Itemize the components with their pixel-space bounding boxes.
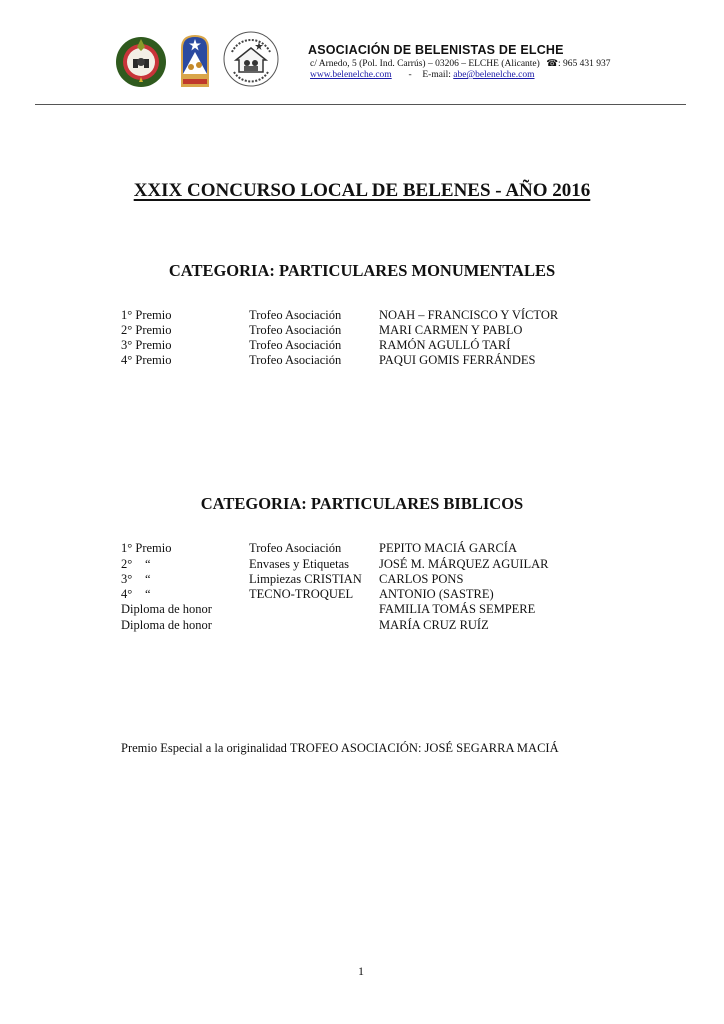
place-label: 2° [121, 557, 133, 571]
prize-label: TECNO-TROQUEL [249, 587, 354, 601]
header-divider [35, 104, 686, 105]
place-label: 2° Premio [121, 323, 172, 337]
telephone-icon: ☎ [546, 59, 559, 69]
asociacion-seal-logo [113, 33, 169, 89]
place-label: Diploma de honor [121, 602, 212, 616]
page-title-text: XXIX CONCURSO LOCAL DE BELENES - AÑO 2016 [133, 180, 591, 201]
winner-name: MARI CARMEN Y PABLO [379, 323, 523, 337]
prize-label: Trofeo Asociación [249, 353, 342, 367]
prize-label: Trofeo Asociación [249, 323, 342, 337]
special-prize-line: Premio Especial a la originalidad TROFEO ASOCIACIÓN: JOSÉ SEGARRA MACIÁ [121, 741, 559, 755]
winner-name: NOAH – FRANCISCO Y VÍCTOR [379, 308, 559, 322]
winner-name: PAQUI GOMIS FERRÁNDES [379, 353, 536, 367]
winner-name: CARLOS PONS [379, 572, 464, 586]
prize-label: Trofeo Asociación [249, 541, 342, 555]
category-title-biblicos: CATEGORIA: PARTICULARES BIBLICOS [200, 494, 524, 513]
winner-name: MARÍA CRUZ RUÍZ [379, 618, 489, 632]
organization-address [310, 58, 611, 69]
prize-label: Trofeo Asociación [249, 338, 342, 352]
place-label: Diploma de honor [121, 618, 212, 632]
ditto-mark: “ [145, 557, 151, 571]
winner-name: JOSÉ M. MÁRQUEZ AGUILAR [379, 557, 549, 571]
email-link[interactable]: abe@belenelche.com [453, 70, 535, 80]
category-title-monumentales: CATEGORIA: PARTICULARES MONUMENTALES [168, 261, 556, 280]
prize-label: Envases y Etiquetas [249, 557, 349, 571]
email-label: E-mail: [422, 70, 451, 80]
phone-number: : 965 431 937 [558, 59, 611, 69]
place-label: 3° [121, 572, 133, 586]
organization-links [310, 70, 535, 80]
universalis-foederatio-praesepistica-logo [222, 30, 280, 88]
website-link[interactable]: www.belenelche.com [310, 70, 392, 80]
ditto-mark: “ [145, 587, 151, 601]
place-label: 4° [121, 587, 133, 601]
prize-label: Trofeo Asociación [249, 308, 342, 322]
winner-name: PEPITO MACIÁ GARCÍA [379, 541, 517, 555]
ditto-mark: “ [145, 572, 151, 586]
page-number: 1 [358, 964, 364, 978]
prize-label: Limpiezas CRISTIAN [249, 572, 362, 586]
place-label: 1° Premio [121, 541, 172, 555]
link-separator: - [408, 70, 412, 80]
organization-name: ASOCIACIÓN DE BELENISTAS DE ELCHE [308, 43, 564, 57]
winner-name: ANTONIO (SASTRE) [379, 587, 494, 601]
place-label: 1° Premio [121, 308, 172, 322]
place-label: 4° Premio [121, 353, 172, 367]
page-title [0, 180, 724, 202]
place-label: 3° Premio [121, 338, 172, 352]
winner-name: FAMILIA TOMÁS SEMPERE [379, 602, 536, 616]
address-text: c/ Arnedo, 5 (Pol. Ind. Carrús) – 03206 – ELCHE (Alicante) [310, 59, 540, 69]
winner-name: RAMÓN AGULLÓ TARÍ [379, 338, 511, 352]
star-nativity-logo [180, 34, 210, 88]
